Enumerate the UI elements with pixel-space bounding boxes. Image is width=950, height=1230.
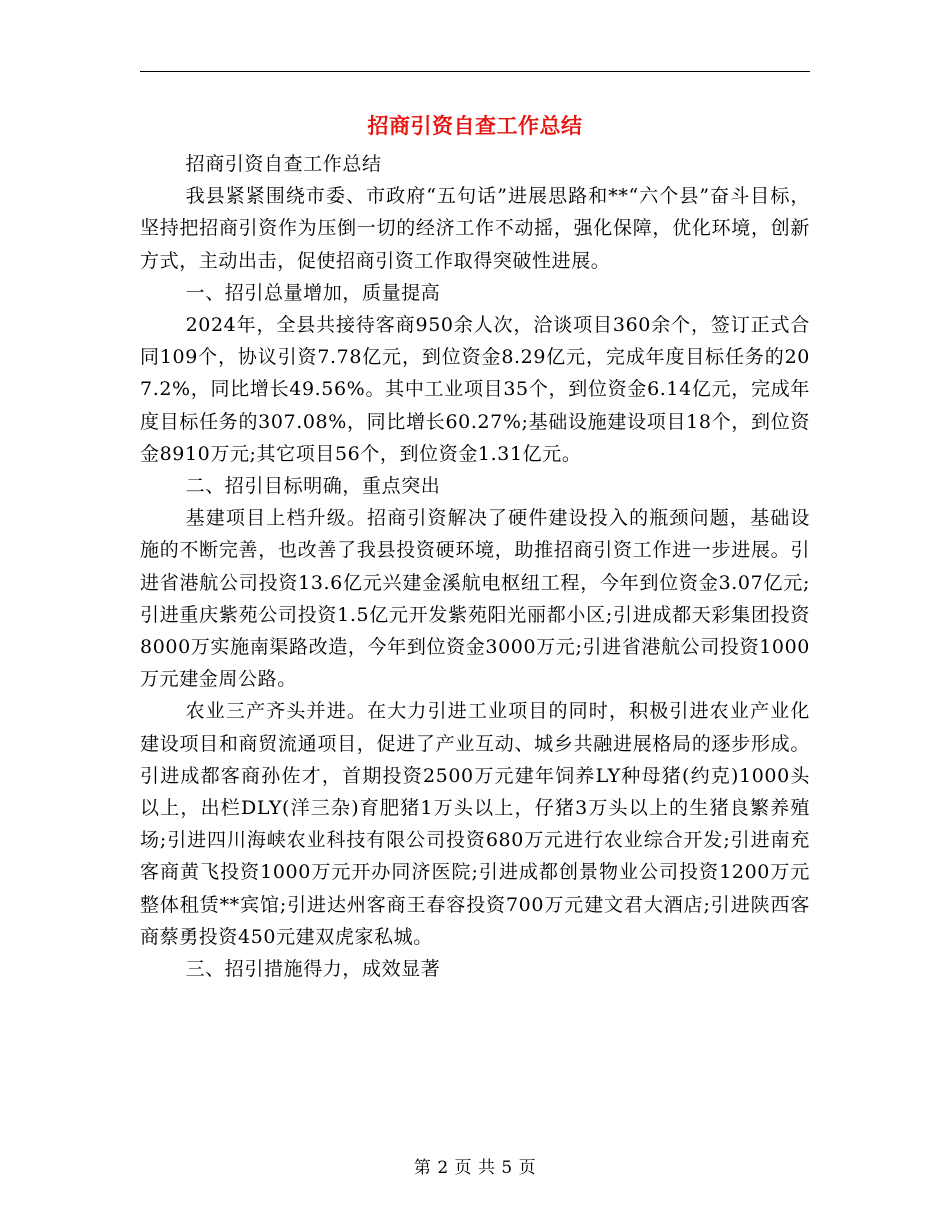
paragraph-statistics: 2024年，全县共接待客商950余人次，洽谈项目360余个，签订正式合同109个，协议引资7.78亿元，到位资金8.29亿元，完成年度目标任务的207.2%，同比增长49.56%。其中工业项目35个，到位资金6.14亿元，完成年度目标任务的307.08%，同比增长60.27%;基础设施建设项目18个，到位资金8910万元;其它项目56个，到位资金1.31亿元。 bbox=[140, 314, 810, 465]
section-heading-1: 一、招引总量增加，质量提高 bbox=[185, 281, 441, 304]
header-rule bbox=[140, 71, 810, 72]
section-heading-2: 二、招引目标明确，重点突出 bbox=[185, 475, 441, 498]
page-footer bbox=[0, 1153, 950, 1178]
paragraph-infrastructure: 基建项目上档升级。招商引资解决了硬件建设投入的瓶颈问题，基础设施的不断完善，也改善了我县投资硬环境，助推招商引资工作进一步进展。引进省港航公司投资13.6亿元兴建金溪航电枢纽工程，今年到位资金3.07亿元;引进重庆紫苑公司投资1.5亿元开发紫苑阳光丽都小区;引进成都天彩集团投资 8000万实施南渠路改造，今年到位资金3000万元;引进省港航公司投资1000万元建金周公路。 bbox=[140, 507, 810, 691]
document-title: 招商引资自查工作总结 bbox=[367, 113, 583, 138]
page-number: 第 2 页 共 5 页 bbox=[413, 1158, 537, 1178]
paragraph-subtitle: 招商引资自查工作总结 bbox=[185, 153, 382, 175]
paragraph-intro: 我县紧紧围绕市委、市政府“五句话”进展思路和**“六个县”奋斗目标，坚持把招商引资作为压倒一切的经济工作不动摇，强化保障，优化环境，创新方式，主动出击，促使招商引资工作取得突破性进展。 bbox=[140, 185, 810, 272]
paragraph-agriculture: 农业三产齐头并进。在大力引进工业项目的同时，积极引进农业产业化建设项目和商贸流通项目，促进了产业互动、城乡共融进展格局的逐步形成。引进成都客商孙佐才，首期投资2500万元建年饲养LY种母猪(约克)1000头以上，出栏DLY(洋三杂)育肥猪1万头以上，仔猪3万头以上的生猪良繁养殖场;引进四川海峡农业科技有限公司投资680万元进行农业综合开发;引进南充客商黄飞投资1000万元开办同济医院;引进成都创景物业公司投资1200万元整体租赁**宾馆;引进达州客商王春容投资700万元建文君大酒店;引进陕西客商蔡勇投资450元建双虎家私城。 bbox=[140, 700, 810, 948]
section-heading-3: 三、招引措施得力，成效显著 bbox=[185, 958, 441, 981]
document-body bbox=[140, 148, 810, 985]
